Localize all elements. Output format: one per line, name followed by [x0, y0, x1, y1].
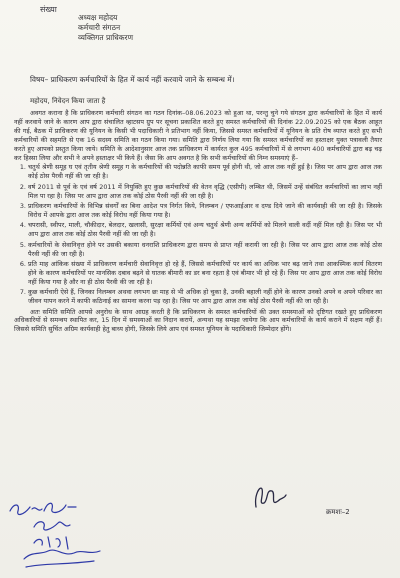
grievance-item: 2. वर्ष 2011 से पूर्व के एवं वर्ष 2011 में नियुक्ति हुए कुछ कर्मचारियों की वेतन वृद्धि (एसीपी) लम्बित थी, जिसमें उन्हें संबंधित कर्मचारियों का लाभ नहीं मिल पा रहा है। जिस पर आप द्वारा आज तक कोई ठोस पैरवी नहीं की जा रही है।: [28, 183, 382, 201]
grievance-item: 4. चपरासी, स्वीपर, माली, चौकीदार, बेलदार, खलासी, सुरक्षा कर्मियों एवं अन्य चतुर्थ श्रेणी अन्य कर्मियों को मिलने वाली वर्दी नहीं मिल रही है। जिस पर भी आप द्वारा आज तक कोई ठोस पैरवी नहीं की जा रही है।: [28, 221, 382, 239]
grievance-list: [14, 163, 382, 306]
grievance-item: 5. कर्मचारियों के सेवानिवृत्त होने पर उसकी बकाया धनराशि प्राधिकरण द्वारा समय से प्राप्त नहीं करायी जा रही है। जिस पर आप द्वारा आज तक कोई ठोस पैरवी नहीं की जा रही है।: [28, 241, 382, 259]
corner-note: संख्या: [40, 5, 57, 14]
addressee-line-3: व्यक्तिगत प्राधिकरण: [78, 33, 134, 42]
addressee-block: [78, 13, 133, 43]
subject-line: विषय– प्राधिकरण कर्मचारियों के हित में कार्य नहीं करवाये जाने के सम्बन्ध में।: [30, 75, 235, 84]
grievance-item: 7. कुछ कर्मचारी ऐसे हैं, जिनका निलम्बन अथवा लगभग छः माह से भी अधिक हो चुका है, उनकी बहाली नहीं होने के कारण उनको अपने व अपने परिवार का जीवन यापन करने में काफी कठिनाई का सामना करना पड़ रहा है। जिस पर आप द्वारा आज तक कोई ठोस पैरवी नहीं की जा रही है।: [28, 288, 382, 306]
page-number: क्रमशः–2: [326, 508, 350, 516]
grievance-item: 6. प्रति माह आंकिक संख्या में प्राधिकरण कर्मचारी सेवानिवृत्त हो रहे हैं, जिससे कर्मचारियों पर कार्य का अधिक भार बढ़ जाने तथा आकस्मिक कार्य वितरण होने के कारण कर्मचारियों पर मानसिक दबाव बढ़ने से घातक बीमारी का डर बना रहता है एवं बीमार भी हो रहे हैं। जिस पर आप द्वारा आज तक कोई विरोध नहीं किया गया है और ना ही ठोस पैरवी की जा रही है।: [28, 260, 382, 287]
closing-paragraph: अतः समिति समिति आपसे अनुरोध के साथ आग्रह करती है कि प्राधिकरण के समस्त कर्मचारियों की उक्त समस्याओं को दृष्टिगत रखते हुए प्राधिकरण अधिकारियों से समन्वय स्थापित कर, 15 दिन में समस्याओं का निदान करायें, अन्यथा यह समझा जायेगा कि आप कर्मचारियों के कार्य कराने में सक्षम नहीं हैं। जिससे समिति सुचिंत अग्रिम कार्यवाही हेतु बाध्य होगी, जिसके लिये आप एवं समस्त यूनियन के पदाधिकारी जिम्मेदार होंगे।: [14, 307, 382, 334]
grievance-item: 3. प्राधिकरण कर्मचारियों के विभिन्न संवर्गों का बिना आदेश पत्र निर्गत किये, निलम्बन / एफआईआर व दण्ड दिये जाने की कार्यवाही की जा रही है। जिसके विरोध में आपके द्वारा आज तक कोई विरोध नहीं किया गया है।: [28, 202, 382, 220]
grievance-item: 1. चतुर्थ श्रेणी समूह घ एवं तृतीय श्रेणी समूह ग के कर्मचारियों की पदोन्नति काफी समय पूर्व होनी थी, जो आज तक नहीं हुई है। जिस पर आप द्वारा आज तक कोई ठोस पैरवी नहीं की जा रही है।: [28, 163, 382, 181]
signature-image: [250, 477, 290, 513]
addressee-line-2: कर्मचारी संगठन: [78, 23, 121, 32]
letter-body: [14, 109, 382, 335]
salutation: महोदय, निवेदन किया जाता है: [30, 97, 106, 105]
addressee-line-1: अध्यक्ष महोदय: [78, 13, 118, 22]
handwritten-annotation-image: [4, 497, 114, 573]
intro-paragraph: अवगत कराना है कि प्राधिकरण कर्मचारी संगठन का गठन दिनांक–08.06.2023 को हुआ था, परन्तु चुने गये संगठन द्वारा कर्मचारियों के हित में कार्य नहीं करवाये जाने के कारण आप द्वारा संचालित व्हाटसप ग्रुप पर सूचना प्रकाशित करते हुए समस्त कर्मचारियों की दिनांक 22.09.2025 को एक बैठक आहूत की गई, बैठक में प्राधिकरण की यूनियन के किसी भी पदाधिकारी ने प्रतिभाग नहीं किया, जिससे समस्त कर्मचारियों में यूनियन के प्रति रोष व्याप्त करते हुए सभी कर्मचारियों की सहमति से एक 16 सदस्य समिति का गठन किया गया। समिति द्वारा निर्णय लिया गया कि समस्त कर्मचारियों का हस्ताक्षर युक्त पत्रावली तैयार करते हुए आपको प्रस्तुत किया जाये। समिति के आदेशानुसार आज तक प्राधिकरण में कार्यरत कुल 495 कर्मचारियों में से लगभग 400 कर्मचारियों द्वारा बढ़ चढ़ कर हिस्सा लिया और सभी ने अपने हस्ताक्षर भी किये हैं। जैसा कि आप अवगत है कि सभी कर्मचारियों की निम्न समस्याएं हैं–: [14, 109, 382, 162]
